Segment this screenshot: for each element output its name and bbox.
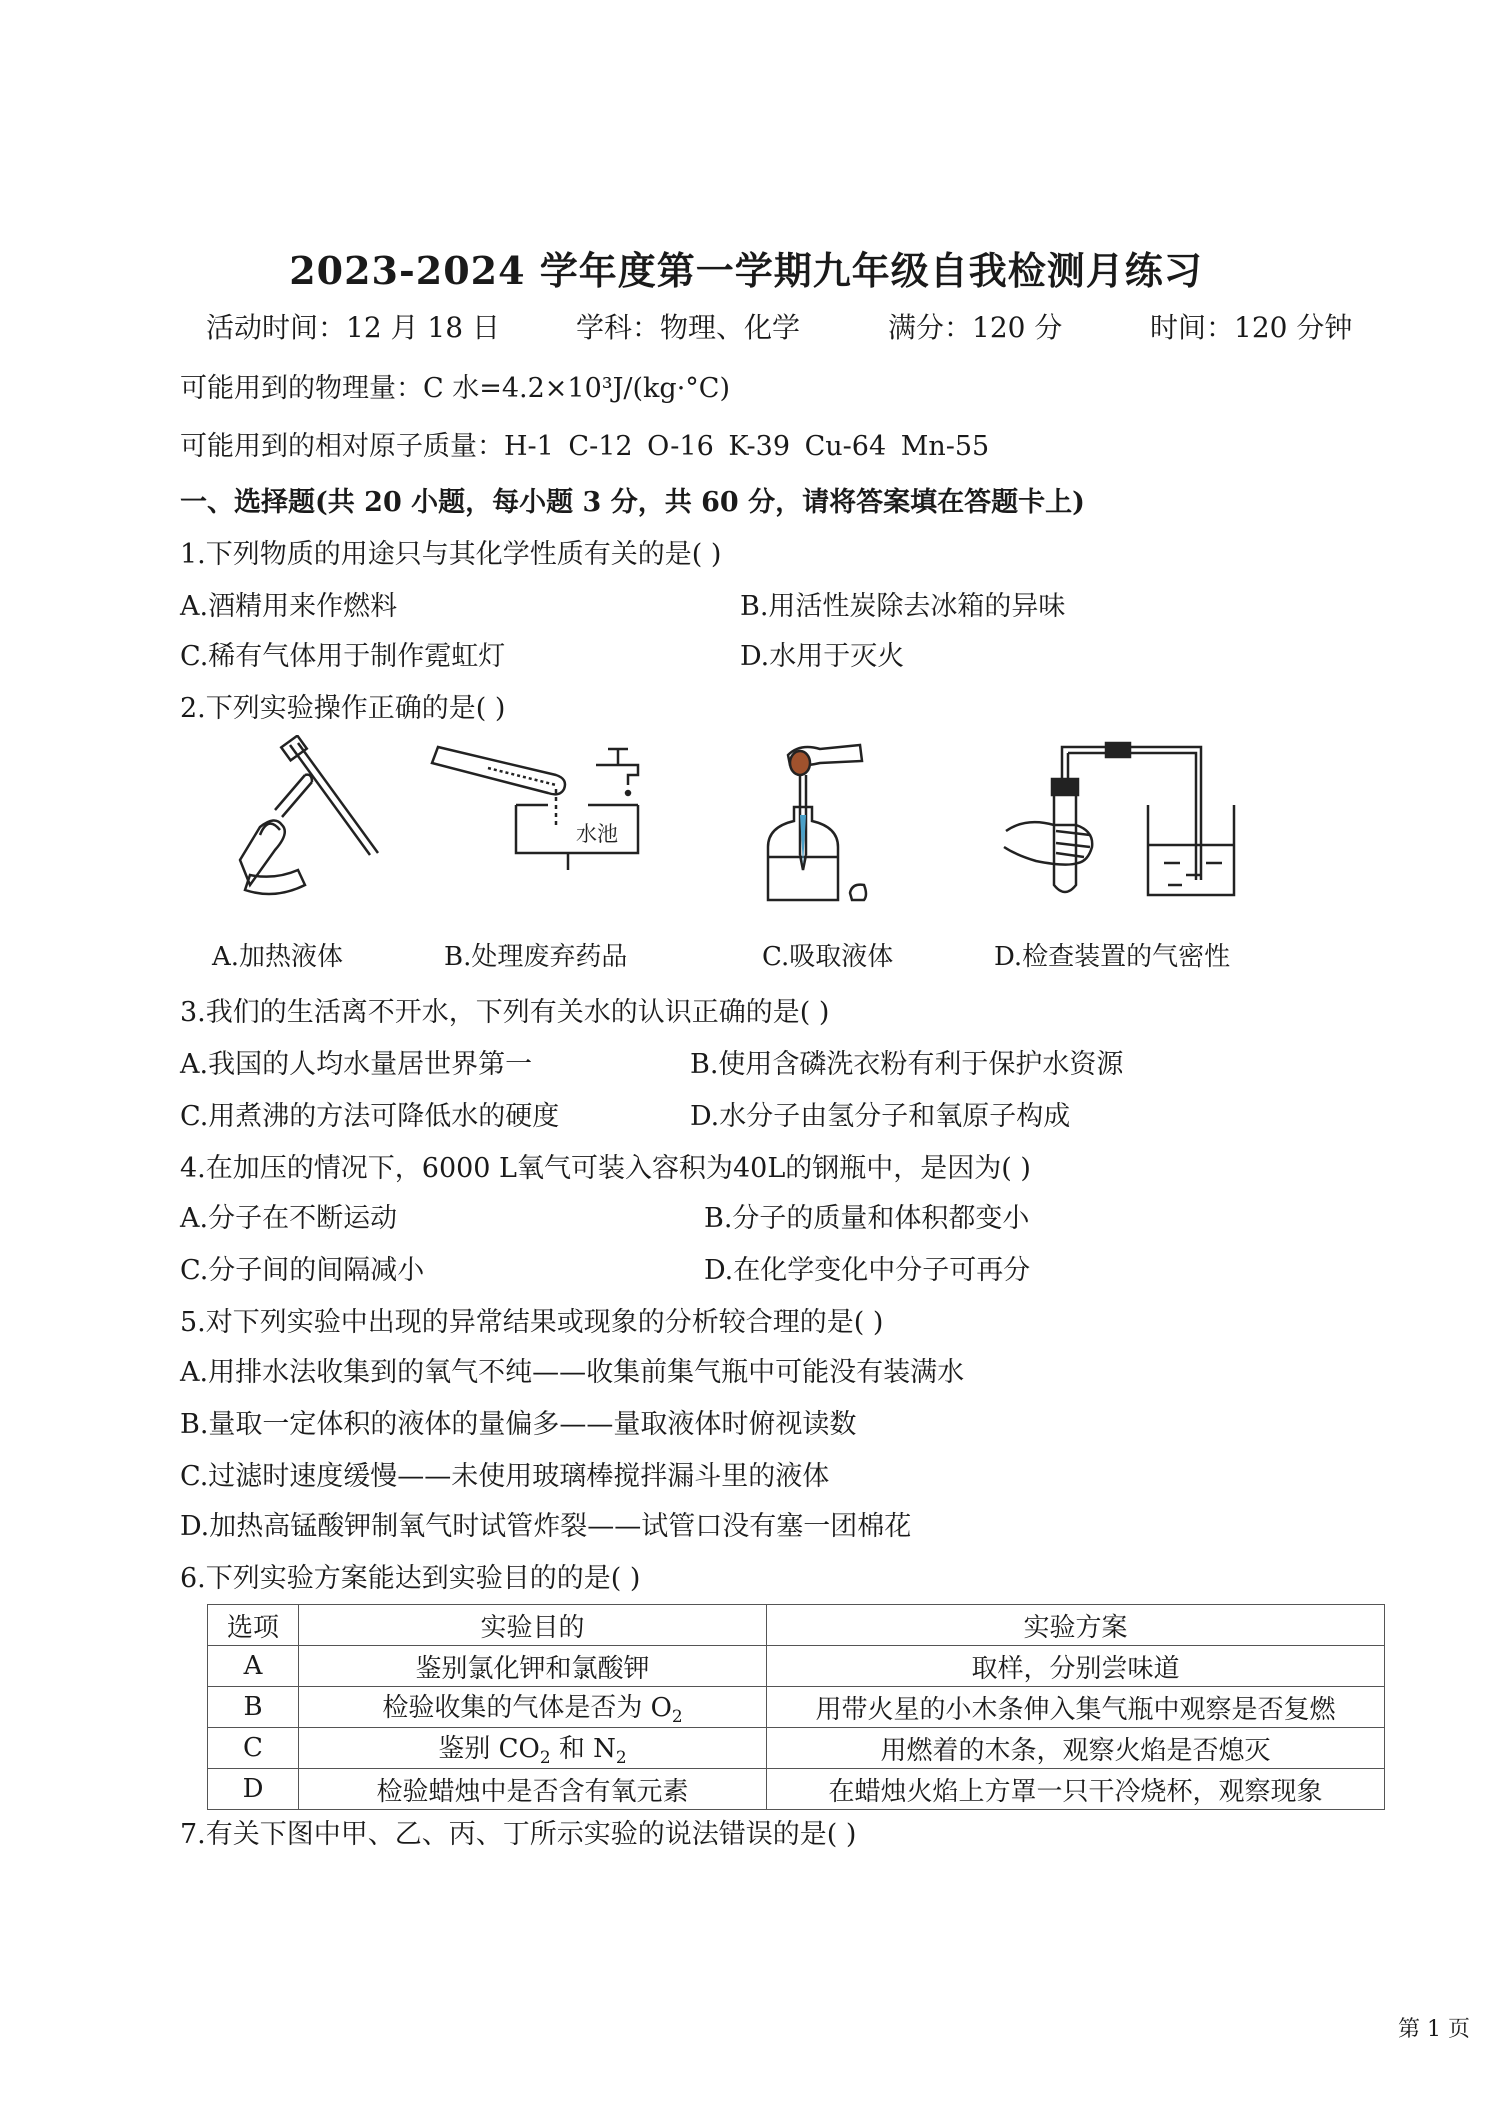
q3-option-a: A.我国的人均水量居世界第一 [180, 1049, 533, 1080]
q5-option-b: B.量取一定体积的液体的量偏多——量取液体时俯视读数 [180, 1409, 857, 1440]
q6-table [207, 1604, 1385, 1810]
table-row [208, 1769, 1385, 1810]
row-option: D [208, 1769, 299, 1810]
atomic-masses: 可能用到的相对原子质量：H-1 C-12 O-16 K-39 Cu-64 Mn-55 [180, 431, 990, 462]
subscript: 2 [671, 1706, 683, 1727]
q4-option-b: B.分子的质量和体积都变小 [704, 1203, 1030, 1234]
header-plan: 实验方案 [767, 1605, 1385, 1646]
sink-label: 水池 [576, 822, 618, 846]
subject: 学科：物理、化学 [576, 311, 801, 344]
q1-option-b: B.用活性炭除去冰箱的异味 [740, 591, 1066, 622]
q5-option-d: D.加热高锰酸钾制氧气时试管炸裂——试管口没有塞一团棉花 [180, 1511, 912, 1542]
subscript-b: 2 [615, 1747, 627, 1768]
table-header-row [208, 1605, 1385, 1646]
q2-stem: 2.下列实验操作正确的是( ) [180, 693, 506, 724]
table-row [208, 1646, 1385, 1687]
q3-stem: 3.我们的生活离不开水，下列有关水的认识正确的是( ) [180, 997, 830, 1028]
row-plan: 在蜡烛火焰上方罩一只干冷烧杯，观察现象 [767, 1769, 1385, 1810]
purpose-text-a: 鉴别 CO [438, 1734, 540, 1765]
table-row [208, 1728, 1385, 1769]
purpose-text-b: 和 N [550, 1734, 616, 1765]
q1-option-c: C.稀有气体用于制作霓虹灯 [180, 641, 506, 672]
row-option: B [208, 1687, 299, 1728]
q7-stem: 7.有关下图中甲、乙、丙、丁所示实验的说法错误的是( ) [180, 1819, 857, 1850]
q3-option-b: B.使用含磷洗衣粉有利于保护水资源 [690, 1049, 1124, 1080]
page-title: 2023-2024 学年度第一学期九年级自我检测月练习 [289, 248, 1203, 293]
header-option: 选项 [208, 1605, 299, 1646]
q1-option-d: D.水用于灭火 [740, 641, 905, 672]
row-plan: 取样，分别尝味道 [767, 1646, 1385, 1687]
q3-option-c: C.用煮沸的方法可降低水的硬度 [180, 1101, 560, 1132]
figure-dropper [760, 735, 870, 915]
row-plan: 用燃着的木条，观察火焰是否熄灭 [767, 1728, 1385, 1769]
row-purpose: 检验蜡烛中是否含有氧元素 [299, 1769, 767, 1810]
q2-option-c: C.吸取液体 [762, 942, 894, 972]
activity-time: 活动时间：12 月 18 日 [206, 311, 500, 344]
section-heading: 一、选择题(共 20 小题，每小题 3 分，共 60 分，请将答案填在答题卡上) [180, 487, 1085, 518]
q4-option-d: D.在化学变化中分子可再分 [704, 1255, 1031, 1286]
duration: 时间：120 分钟 [1150, 311, 1353, 344]
header-purpose: 实验目的 [299, 1605, 767, 1646]
q4-option-a: A.分子在不断运动 [180, 1203, 398, 1234]
figure-heating-liquid [220, 735, 390, 905]
physics-constant: 可能用到的物理量：C 水=4.2×10³J/(kg·°C) [180, 373, 730, 404]
full-score: 满分：120 分 [888, 311, 1063, 344]
q1-option-a: A.酒精用来作燃料 [180, 591, 398, 622]
q4-stem: 4.在加压的情况下，6000 L氧气可装入容积为40L的钢瓶中，是因为( ) [180, 1153, 1031, 1184]
row-option: C [208, 1728, 299, 1769]
q6-stem: 6.下列实验方案能达到实验目的的是( ) [180, 1563, 641, 1594]
row-purpose: 鉴别氯化钾和氯酸钾 [299, 1646, 767, 1687]
figure-sink-disposal [428, 735, 668, 875]
purpose-text: 检验收集的气体是否为 O [382, 1693, 672, 1724]
page-number: 第 1 页 [1398, 2017, 1470, 2042]
subscript-a: 2 [539, 1747, 551, 1768]
row-plan: 用带火星的小木条伸入集气瓶中观察是否复燃 [767, 1687, 1385, 1728]
q2-option-d: D.检查装置的气密性 [994, 942, 1231, 972]
row-purpose [299, 1687, 767, 1728]
q2-option-a: A.加热液体 [212, 942, 344, 972]
table-row [208, 1687, 1385, 1728]
row-purpose [299, 1728, 767, 1769]
q4-option-c: C.分子间的间隔减小 [180, 1255, 425, 1286]
q5-stem: 5.对下列实验中出现的异常结果或现象的分析较合理的是( ) [180, 1307, 884, 1338]
q1-stem: 1.下列物质的用途只与其化学性质有关的是( ) [180, 539, 722, 570]
q2-option-b: B.处理废弃药品 [444, 942, 628, 972]
figure-airtightness [996, 735, 1246, 905]
q3-option-d: D.水分子由氢分子和氧原子构成 [690, 1101, 1071, 1132]
q5-option-a: A.用排水法收集到的氧气不纯——收集前集气瓶中可能没有装满水 [180, 1357, 965, 1388]
row-option: A [208, 1646, 299, 1687]
q5-option-c: C.过滤时速度缓慢——未使用玻璃棒搅拌漏斗里的液体 [180, 1461, 830, 1492]
